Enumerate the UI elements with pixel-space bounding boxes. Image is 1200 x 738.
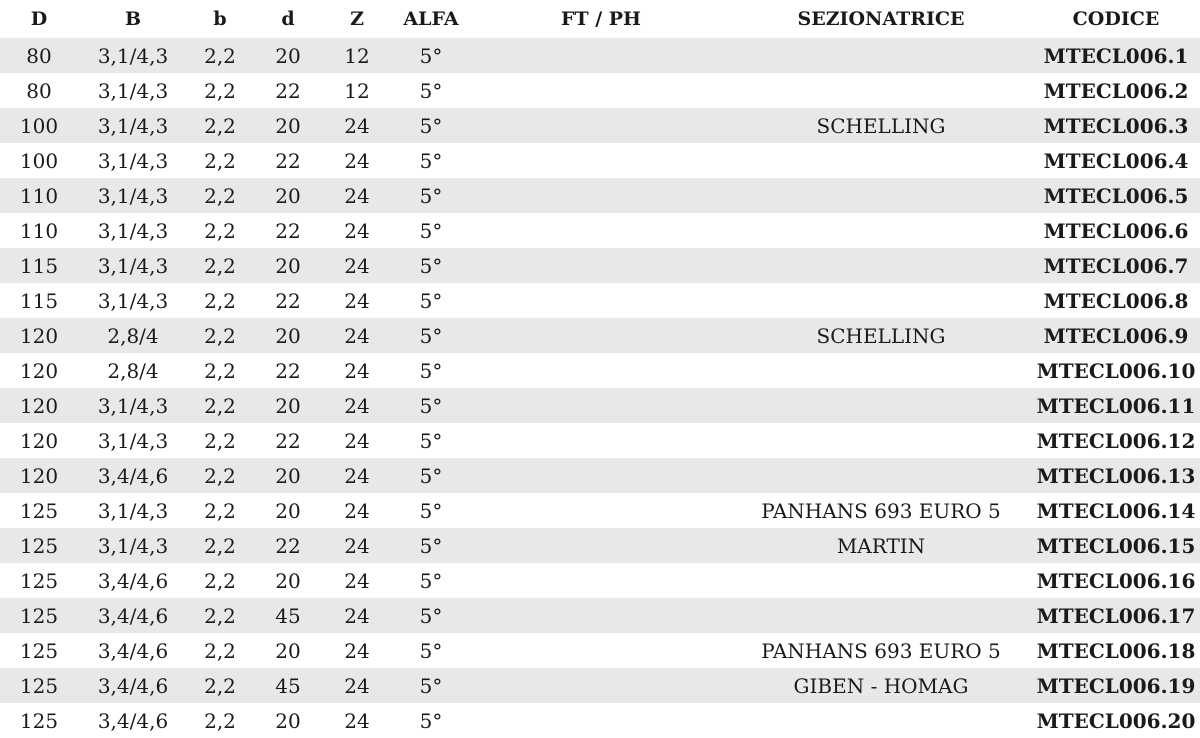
cell-d-lower: 20 — [252, 458, 324, 493]
cell-sezionatrice — [730, 353, 1032, 388]
cell-b-upper: 3,4/4,6 — [78, 458, 188, 493]
cell-ft-ph — [472, 668, 730, 703]
cell-b-lower: 2,2 — [188, 633, 252, 668]
header-b-lower: b — [188, 0, 252, 38]
cell-codice: MTECL006.5 — [1032, 178, 1200, 213]
header-d-upper: D — [0, 0, 78, 38]
cell-b-lower: 2,2 — [188, 108, 252, 143]
cell-alfa: 5° — [390, 633, 472, 668]
cell-d-upper: 120 — [0, 353, 78, 388]
cell-b-lower: 2,2 — [188, 353, 252, 388]
cell-b-upper: 3,4/4,6 — [78, 598, 188, 633]
cell-z: 12 — [324, 38, 390, 73]
table-row — [0, 178, 1200, 213]
cell-alfa: 5° — [390, 353, 472, 388]
cell-d-lower: 20 — [252, 703, 324, 738]
cell-alfa: 5° — [390, 283, 472, 318]
cell-codice: MTECL006.11 — [1032, 388, 1200, 423]
header-b-upper: B — [78, 0, 188, 38]
cell-z: 24 — [324, 703, 390, 738]
cell-z: 24 — [324, 318, 390, 353]
header-sezionatrice: SEZIONATRICE — [730, 0, 1032, 38]
cell-ft-ph — [472, 493, 730, 528]
cell-b-lower: 2,2 — [188, 493, 252, 528]
table-row — [0, 248, 1200, 283]
cell-ft-ph — [472, 178, 730, 213]
cell-alfa: 5° — [390, 423, 472, 458]
cell-b-lower: 2,2 — [188, 143, 252, 178]
table-row — [0, 458, 1200, 493]
table-row — [0, 493, 1200, 528]
cell-ft-ph — [472, 633, 730, 668]
cell-codice: MTECL006.18 — [1032, 633, 1200, 668]
cell-b-lower: 2,2 — [188, 318, 252, 353]
cell-d-upper: 110 — [0, 213, 78, 248]
cell-sezionatrice — [730, 213, 1032, 248]
cell-b-lower: 2,2 — [188, 563, 252, 598]
cell-z: 24 — [324, 213, 390, 248]
cell-alfa: 5° — [390, 213, 472, 248]
cell-d-lower: 22 — [252, 353, 324, 388]
cell-d-lower: 45 — [252, 668, 324, 703]
cell-b-upper: 3,1/4,3 — [78, 143, 188, 178]
cell-codice: MTECL006.1 — [1032, 38, 1200, 73]
header-ft-ph: FT / PH — [472, 0, 730, 38]
cell-d-upper: 125 — [0, 668, 78, 703]
cell-ft-ph — [472, 598, 730, 633]
cell-z: 24 — [324, 143, 390, 178]
table-row — [0, 668, 1200, 703]
table-row — [0, 598, 1200, 633]
cell-alfa: 5° — [390, 318, 472, 353]
cell-b-lower: 2,2 — [188, 528, 252, 563]
cell-sezionatrice — [730, 598, 1032, 633]
cell-codice: MTECL006.2 — [1032, 73, 1200, 108]
cell-codice: MTECL006.16 — [1032, 563, 1200, 598]
table-row — [0, 388, 1200, 423]
cell-sezionatrice — [730, 143, 1032, 178]
cell-z: 24 — [324, 668, 390, 703]
cell-b-lower: 2,2 — [188, 703, 252, 738]
table-row — [0, 353, 1200, 388]
cell-alfa: 5° — [390, 108, 472, 143]
cell-codice: MTECL006.10 — [1032, 353, 1200, 388]
cell-d-upper: 100 — [0, 143, 78, 178]
cell-codice: MTECL006.6 — [1032, 213, 1200, 248]
cell-d-upper: 125 — [0, 493, 78, 528]
cell-sezionatrice — [730, 178, 1032, 213]
table-row — [0, 703, 1200, 738]
cell-b-lower: 2,2 — [188, 388, 252, 423]
cell-d-lower: 20 — [252, 633, 324, 668]
cell-alfa: 5° — [390, 178, 472, 213]
table-body — [0, 38, 1200, 738]
cell-sezionatrice — [730, 563, 1032, 598]
cell-d-lower: 22 — [252, 283, 324, 318]
cell-b-upper: 3,1/4,3 — [78, 38, 188, 73]
cell-d-lower: 20 — [252, 178, 324, 213]
cell-codice: MTECL006.15 — [1032, 528, 1200, 563]
cell-codice: MTECL006.19 — [1032, 668, 1200, 703]
header-row — [0, 0, 1200, 38]
cell-b-lower: 2,2 — [188, 248, 252, 283]
table-row — [0, 213, 1200, 248]
cell-z: 24 — [324, 528, 390, 563]
cell-ft-ph — [472, 353, 730, 388]
cell-b-upper: 2,8/4 — [78, 353, 188, 388]
table-row — [0, 423, 1200, 458]
cell-b-upper: 3,1/4,3 — [78, 213, 188, 248]
cell-ft-ph — [472, 528, 730, 563]
cell-b-lower: 2,2 — [188, 458, 252, 493]
cell-b-upper: 3,1/4,3 — [78, 73, 188, 108]
cell-sezionatrice — [730, 458, 1032, 493]
cell-b-upper: 3,1/4,3 — [78, 178, 188, 213]
cell-z: 24 — [324, 633, 390, 668]
cell-b-upper: 3,1/4,3 — [78, 423, 188, 458]
header-alfa: ALFA — [390, 0, 472, 38]
cell-d-lower: 20 — [252, 563, 324, 598]
header-z: Z — [324, 0, 390, 38]
cell-b-upper: 3,4/4,6 — [78, 633, 188, 668]
cell-sezionatrice — [730, 283, 1032, 318]
cell-ft-ph — [472, 388, 730, 423]
cell-b-upper: 3,1/4,3 — [78, 493, 188, 528]
cell-alfa: 5° — [390, 493, 472, 528]
cell-sezionatrice: GIBEN - HOMAG — [730, 668, 1032, 703]
cell-codice: MTECL006.9 — [1032, 318, 1200, 353]
cell-z: 24 — [324, 248, 390, 283]
cell-d-lower: 20 — [252, 108, 324, 143]
cell-d-upper: 120 — [0, 388, 78, 423]
cell-b-upper: 3,4/4,6 — [78, 668, 188, 703]
cell-ft-ph — [472, 318, 730, 353]
cell-z: 24 — [324, 423, 390, 458]
cell-ft-ph — [472, 38, 730, 73]
cell-codice: MTECL006.17 — [1032, 598, 1200, 633]
cell-codice: MTECL006.7 — [1032, 248, 1200, 283]
cell-alfa: 5° — [390, 388, 472, 423]
cell-d-lower: 20 — [252, 388, 324, 423]
cell-z: 24 — [324, 178, 390, 213]
cell-d-lower: 20 — [252, 493, 324, 528]
cell-codice: MTECL006.12 — [1032, 423, 1200, 458]
cell-d-lower: 45 — [252, 598, 324, 633]
cell-d-upper: 115 — [0, 283, 78, 318]
cell-b-lower: 2,2 — [188, 283, 252, 318]
cell-codice: MTECL006.14 — [1032, 493, 1200, 528]
cell-codice: MTECL006.4 — [1032, 143, 1200, 178]
cell-d-upper: 100 — [0, 108, 78, 143]
cell-codice: MTECL006.3 — [1032, 108, 1200, 143]
cell-alfa: 5° — [390, 38, 472, 73]
cell-d-upper: 80 — [0, 73, 78, 108]
cell-sezionatrice: SCHELLING — [730, 318, 1032, 353]
cell-d-lower: 20 — [252, 248, 324, 283]
cell-z: 24 — [324, 283, 390, 318]
cell-d-upper: 80 — [0, 38, 78, 73]
cell-d-upper: 120 — [0, 458, 78, 493]
cell-sezionatrice: PANHANS 693 EURO 5 — [730, 493, 1032, 528]
cell-d-upper: 125 — [0, 633, 78, 668]
cell-d-lower: 22 — [252, 143, 324, 178]
cell-ft-ph — [472, 143, 730, 178]
cell-d-lower: 22 — [252, 213, 324, 248]
table-row — [0, 143, 1200, 178]
cell-d-lower: 20 — [252, 38, 324, 73]
table-row — [0, 563, 1200, 598]
cell-sezionatrice — [730, 703, 1032, 738]
table-row — [0, 108, 1200, 143]
cell-z: 24 — [324, 493, 390, 528]
cell-sezionatrice — [730, 248, 1032, 283]
cell-b-lower: 2,2 — [188, 178, 252, 213]
cell-b-lower: 2,2 — [188, 668, 252, 703]
table-row — [0, 318, 1200, 353]
cell-d-lower: 22 — [252, 73, 324, 108]
cell-b-upper: 3,4/4,6 — [78, 703, 188, 738]
table-row — [0, 528, 1200, 563]
table-row — [0, 283, 1200, 318]
cell-alfa: 5° — [390, 143, 472, 178]
cell-b-lower: 2,2 — [188, 423, 252, 458]
cell-alfa: 5° — [390, 703, 472, 738]
cell-z: 24 — [324, 353, 390, 388]
cell-d-upper: 115 — [0, 248, 78, 283]
cell-z: 24 — [324, 598, 390, 633]
cell-sezionatrice: MARTIN — [730, 528, 1032, 563]
cell-codice: MTECL006.8 — [1032, 283, 1200, 318]
cell-sezionatrice — [730, 423, 1032, 458]
cell-alfa: 5° — [390, 528, 472, 563]
cell-ft-ph — [472, 108, 730, 143]
cell-z: 24 — [324, 108, 390, 143]
cell-alfa: 5° — [390, 73, 472, 108]
cell-z: 12 — [324, 73, 390, 108]
header-codice: CODICE — [1032, 0, 1200, 38]
table-row — [0, 633, 1200, 668]
cell-d-lower: 22 — [252, 528, 324, 563]
cell-b-upper: 3,4/4,6 — [78, 563, 188, 598]
cell-d-upper: 125 — [0, 703, 78, 738]
cell-b-upper: 3,1/4,3 — [78, 248, 188, 283]
cell-sezionatrice — [730, 73, 1032, 108]
cell-codice: MTECL006.20 — [1032, 703, 1200, 738]
cell-d-lower: 20 — [252, 318, 324, 353]
cell-d-upper: 125 — [0, 563, 78, 598]
cell-ft-ph — [472, 248, 730, 283]
cell-ft-ph — [472, 423, 730, 458]
cell-d-upper: 125 — [0, 598, 78, 633]
cell-sezionatrice: SCHELLING — [730, 108, 1032, 143]
cell-d-upper: 120 — [0, 423, 78, 458]
cell-b-upper: 3,1/4,3 — [78, 108, 188, 143]
cell-ft-ph — [472, 563, 730, 598]
cell-b-upper: 3,1/4,3 — [78, 283, 188, 318]
cell-b-lower: 2,2 — [188, 213, 252, 248]
cell-ft-ph — [472, 73, 730, 108]
cell-d-upper: 120 — [0, 318, 78, 353]
cell-alfa: 5° — [390, 248, 472, 283]
cell-b-upper: 3,1/4,3 — [78, 388, 188, 423]
table-row — [0, 38, 1200, 73]
cell-sezionatrice — [730, 38, 1032, 73]
cell-sezionatrice: PANHANS 693 EURO 5 — [730, 633, 1032, 668]
cell-codice: MTECL006.13 — [1032, 458, 1200, 493]
cell-alfa: 5° — [390, 563, 472, 598]
header-d-lower: d — [252, 0, 324, 38]
cell-z: 24 — [324, 458, 390, 493]
cell-alfa: 5° — [390, 458, 472, 493]
cell-z: 24 — [324, 563, 390, 598]
cell-alfa: 5° — [390, 598, 472, 633]
cell-d-upper: 110 — [0, 178, 78, 213]
cell-b-upper: 2,8/4 — [78, 318, 188, 353]
cell-d-upper: 125 — [0, 528, 78, 563]
cell-d-lower: 22 — [252, 423, 324, 458]
cell-ft-ph — [472, 213, 730, 248]
cell-sezionatrice — [730, 388, 1032, 423]
table-row — [0, 73, 1200, 108]
cell-b-lower: 2,2 — [188, 38, 252, 73]
cell-alfa: 5° — [390, 668, 472, 703]
cell-z: 24 — [324, 388, 390, 423]
cell-ft-ph — [472, 703, 730, 738]
cell-ft-ph — [472, 458, 730, 493]
cell-b-lower: 2,2 — [188, 73, 252, 108]
cell-b-lower: 2,2 — [188, 598, 252, 633]
cell-b-upper: 3,1/4,3 — [78, 528, 188, 563]
cell-ft-ph — [472, 283, 730, 318]
